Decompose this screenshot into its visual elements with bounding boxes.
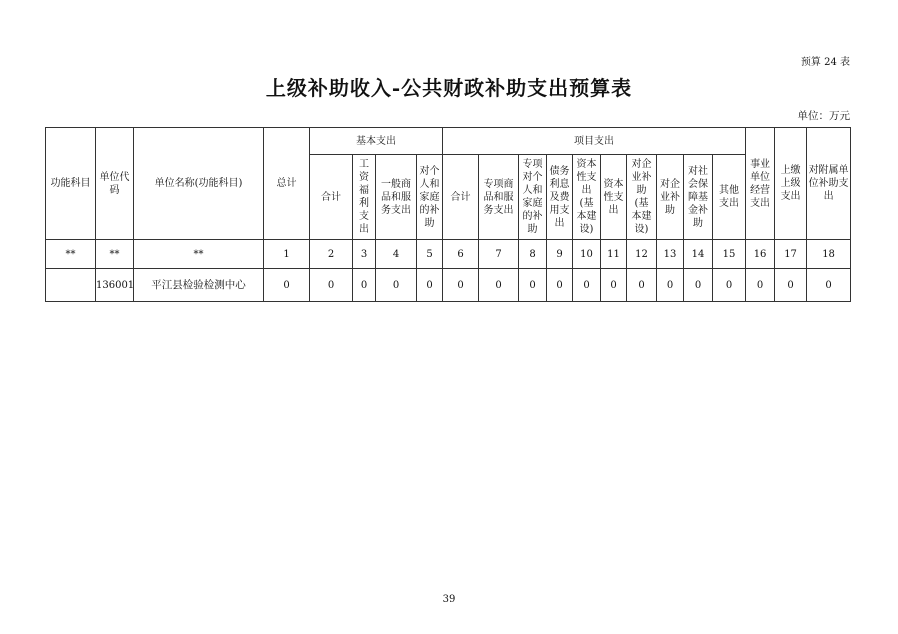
- index-cell: 8: [519, 240, 547, 269]
- index-cell: 9: [547, 240, 573, 269]
- index-cell: 11: [601, 240, 627, 269]
- header-project-subtotal: 合计: [443, 155, 479, 240]
- header-enterprise-construction: 对企业补助(基本建设): [627, 155, 657, 240]
- cell-value: 0: [627, 269, 657, 302]
- index-cell: 15: [713, 240, 746, 269]
- header-total: 总计: [264, 128, 310, 240]
- table-number: 预算 24 表: [800, 57, 850, 68]
- header-enterprise-subsidy: 对企业补助: [657, 155, 684, 240]
- header-social-security-fund: 对社会保障基金补助: [684, 155, 713, 240]
- index-cell: 17: [775, 240, 807, 269]
- cell-value: 0: [443, 269, 479, 302]
- cell-value: 0: [573, 269, 601, 302]
- cell-function-subject: [46, 269, 96, 302]
- cell-unit-name: 平江县检验检测中心: [134, 269, 264, 302]
- index-cell: 7: [479, 240, 519, 269]
- cell-value: 0: [519, 269, 547, 302]
- cell-value: 0: [547, 269, 573, 302]
- header-debt-interest: 债务利息及费用支出: [547, 155, 573, 240]
- header-wages: 工资福利支出: [353, 155, 376, 240]
- cell-value: 0: [775, 269, 807, 302]
- cell-value: 0: [353, 269, 376, 302]
- index-cell: 16: [746, 240, 775, 269]
- cell-value: 0: [417, 269, 443, 302]
- header-function-subject: 功能科目: [46, 128, 96, 240]
- cell-value: 0: [264, 269, 310, 302]
- index-cell: 10: [573, 240, 601, 269]
- cell-unit-code: 136001: [96, 269, 134, 302]
- index-cell: 1: [264, 240, 310, 269]
- cell-value: 0: [657, 269, 684, 302]
- header-capital-construction: 资本性支出(基本建设): [573, 155, 601, 240]
- header-project-group: 项目支出: [443, 128, 746, 155]
- index-cell: 3: [353, 240, 376, 269]
- header-personal-subsidy: 对个人和家庭的补助: [417, 155, 443, 240]
- header-unit-name: 单位名称(功能科目): [134, 128, 264, 240]
- cell-value: 0: [310, 269, 353, 302]
- table-row: [46, 269, 851, 302]
- cell-value: 0: [376, 269, 417, 302]
- index-cell: 12: [627, 240, 657, 269]
- page-title: 上级补助收入-公共财政补助支出预算表: [265, 76, 633, 100]
- header-goods-services: 一般商品和服务支出: [376, 155, 417, 240]
- index-cell: 18: [807, 240, 851, 269]
- index-cell: 14: [684, 240, 713, 269]
- index-cell: 6: [443, 240, 479, 269]
- index-cell: 4: [376, 240, 417, 269]
- header-business-operation: 事业单位经营支出: [746, 128, 775, 240]
- header-other: 其他支出: [713, 155, 746, 240]
- header-basic-subtotal: 合计: [310, 155, 353, 240]
- header-special-goods: 专项商品和服务支出: [479, 155, 519, 240]
- cell-value: 0: [479, 269, 519, 302]
- cell-value: 0: [684, 269, 713, 302]
- header-capital: 资本性支出: [601, 155, 627, 240]
- index-cell: **: [134, 240, 264, 269]
- unit-label: 单位：万元: [797, 110, 850, 122]
- index-cell: **: [46, 240, 96, 269]
- header-turned-over: 上缴上级支出: [775, 128, 807, 240]
- header-basic-group: 基本支出: [310, 128, 443, 155]
- budget-table: [45, 127, 851, 302]
- index-cell: 5: [417, 240, 443, 269]
- index-cell: 13: [657, 240, 684, 269]
- cell-value: 0: [746, 269, 775, 302]
- cell-value: 0: [601, 269, 627, 302]
- header-unit-code: 单位代码: [96, 128, 134, 240]
- index-cell: 2: [310, 240, 353, 269]
- index-cell: **: [96, 240, 134, 269]
- cell-value: 0: [713, 269, 746, 302]
- cell-value: 0: [807, 269, 851, 302]
- page-number: 39: [442, 594, 456, 605]
- header-special-personal: 专项对个人和家庭的补助: [519, 155, 547, 240]
- header-affiliated-subsidy: 对附属单位补助支出: [807, 128, 851, 240]
